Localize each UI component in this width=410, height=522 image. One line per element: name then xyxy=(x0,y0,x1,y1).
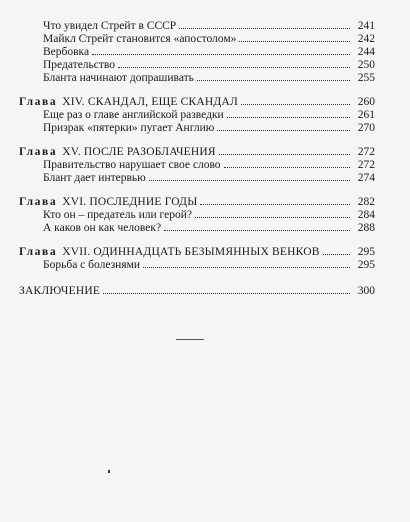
dot-leader xyxy=(92,54,350,55)
dot-leader xyxy=(149,180,350,181)
toc-entry-title: ЗАКЛЮЧЕНИЕ xyxy=(19,285,101,297)
toc-section-entry xyxy=(19,259,375,272)
dot-leader xyxy=(224,167,350,168)
dot-leader xyxy=(118,67,350,68)
toc-section-entry xyxy=(19,222,375,235)
print-mark xyxy=(108,470,110,473)
page-number: 274 xyxy=(357,172,375,184)
toc-entry-title: А каков он как человек? xyxy=(43,222,162,234)
dot-leader xyxy=(217,130,350,131)
toc-chapter-entry xyxy=(19,196,375,209)
dot-leader xyxy=(103,293,350,294)
dot-leader xyxy=(179,28,350,29)
toc-chapter-entry xyxy=(19,246,375,259)
chapter-prefix: Глава xyxy=(19,246,58,258)
page-number: 260 xyxy=(357,96,375,108)
page-number: 250 xyxy=(357,59,375,71)
page-number: 300 xyxy=(357,285,375,297)
toc-entry-title: Предательство xyxy=(43,59,116,71)
dot-leader xyxy=(323,254,350,255)
page-number: 288 xyxy=(357,222,375,234)
toc-section-entry xyxy=(19,209,375,222)
page-number: 255 xyxy=(357,72,375,84)
page-number: 272 xyxy=(357,146,375,158)
table-of-contents xyxy=(19,20,375,298)
chapter-prefix: Глава xyxy=(19,96,58,108)
page-number: 270 xyxy=(357,122,375,134)
toc-chapter-entry xyxy=(19,96,375,109)
toc-entry-title xyxy=(19,196,197,209)
page-number: 242 xyxy=(357,33,375,45)
toc-section-entry xyxy=(19,72,375,85)
toc-spacer xyxy=(19,85,375,96)
toc-entry-title xyxy=(19,246,320,259)
toc-entry-title xyxy=(19,146,216,159)
page-number: 295 xyxy=(357,259,375,271)
toc-conclusion-entry xyxy=(19,285,375,298)
toc-chapter-entry xyxy=(19,146,375,159)
dot-leader xyxy=(195,217,350,218)
page-number: 261 xyxy=(357,109,375,121)
page-number: 272 xyxy=(357,159,375,171)
dot-leader xyxy=(164,230,350,231)
section-divider xyxy=(176,339,204,340)
toc-spacer xyxy=(19,235,375,246)
toc-entry-title: Еще раз о главе английской разведки xyxy=(43,109,224,121)
toc-entry-title: Призрак «пятерки» пугает Англию xyxy=(43,122,215,134)
page-number: 284 xyxy=(357,209,375,221)
toc-entry-title: Правительство нарушает свое слово xyxy=(43,159,221,171)
chapter-title: XV. ПОСЛЕ РАЗОБЛАЧЕНИЯ xyxy=(62,146,216,158)
chapter-title: XIV. СКАНДАЛ, ЕЩЕ СКАНДАЛ xyxy=(62,96,238,108)
toc-entry-title: Блант дает интервью xyxy=(43,172,146,184)
dot-leader xyxy=(239,41,350,42)
toc-entry-title: Бланта начинают допрашивать xyxy=(43,72,194,84)
page-number: 282 xyxy=(357,196,375,208)
toc-section-entry xyxy=(19,59,375,72)
chapter-prefix: Глава xyxy=(19,196,58,208)
chapter-title: XVI. ПОСЛЕДНИЕ ГОДЫ xyxy=(62,196,198,208)
toc-section-entry xyxy=(19,159,375,172)
toc-entry-title: Кто он – предатель или герой? xyxy=(43,209,192,221)
dot-leader xyxy=(219,154,350,155)
toc-section-entry xyxy=(19,20,375,33)
toc-entry-title: Вербовка xyxy=(43,46,90,58)
toc-section-entry xyxy=(19,33,375,46)
toc-section-entry xyxy=(19,172,375,185)
toc-section-entry xyxy=(19,122,375,135)
dot-leader xyxy=(143,267,350,268)
page-number: 241 xyxy=(357,20,375,32)
page-number: 244 xyxy=(357,46,375,58)
toc-entry-title: Майкл Стрейт становится «апостолом» xyxy=(43,33,237,45)
toc-entry-title: Что увидел Стрейт в СССР xyxy=(43,20,177,32)
page-number: 295 xyxy=(357,246,375,258)
chapter-prefix: Глава xyxy=(19,146,58,158)
dot-leader xyxy=(200,204,350,205)
toc-section-entry xyxy=(19,46,375,59)
toc-spacer xyxy=(19,272,375,285)
dot-leader xyxy=(241,104,350,105)
toc-section-entry xyxy=(19,109,375,122)
chapter-title: XVII. ОДИННАДЦАТЬ БЕЗЫМЯННЫХ ВЕНКОВ xyxy=(62,246,320,258)
dot-leader xyxy=(197,80,350,81)
toc-entry-title: Борьба с болезнями xyxy=(43,259,141,271)
toc-entry-title xyxy=(19,96,238,109)
toc-spacer xyxy=(19,185,375,196)
dot-leader xyxy=(227,117,350,118)
toc-spacer xyxy=(19,135,375,146)
